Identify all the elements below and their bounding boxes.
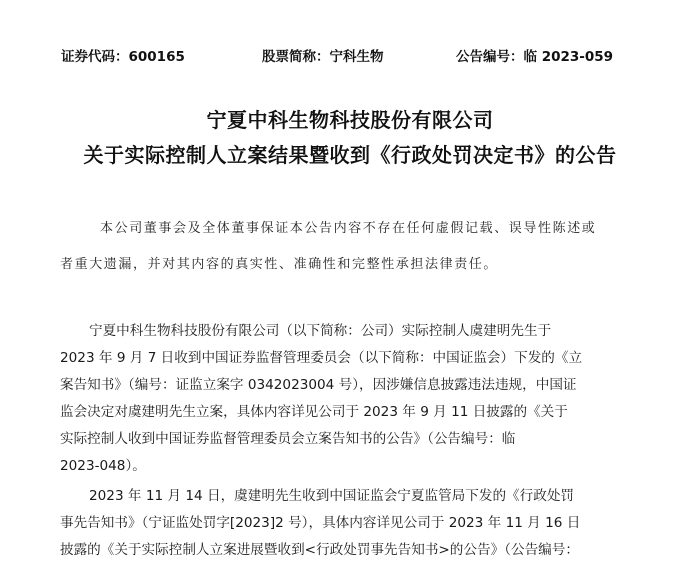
paragraph-line: 实际控制人收到中国证券监督管理委员会立案告知书的公告》（公告编号：临 [60, 431, 516, 447]
stock-name: 股票简称：宁科生物 [262, 49, 384, 65]
paragraph-line: 2023-048）。 [60, 458, 146, 474]
paragraph-line: 宁夏中科生物科技股份有限公司（以下简称：公司）实际控制人虞建明先生于 [89, 323, 552, 339]
announcement-number: 公告编号：临 2023-059 [456, 49, 614, 65]
paragraph-line: 披露的《关于实际控制人立案进展暨收到<行政处罚事先告知书>的公告》（公告编号： [60, 542, 579, 558]
paragraph-line: 2023 年 9 月 7 日收到中国证券监督管理委员会（以下简称：中国证监会）下发的《立 [60, 350, 583, 366]
company-name-title: 宁夏中科生物科技股份有限公司 [206, 108, 494, 132]
paragraph-line: 监会决定对虞建明先生立案，具体内容详见公司于 2023 年 9 月 11 日披露的《关于 [60, 404, 568, 420]
announcement-title: 关于实际控制人立案结果暨收到《行政处罚决定书》的公告 [83, 143, 617, 167]
paragraph-line: 事先告知书》（宁证监处罚字[2023]2 号），具体内容详见公司于 2023 年 11 月 16 日 [60, 515, 581, 531]
board-notice-line-2: 者重大遗漏，并对其内容的真实性、准确性和完整性承担法律责任。 [60, 257, 499, 272]
stock-code: 证券代码：600165 [61, 49, 185, 65]
board-notice-line-1: 本公司董事会及全体董事保证本公告内容不存在任何虚假记载、误导性陈述或 [100, 221, 597, 236]
announcement-header [0, 41, 700, 67]
paragraph-line: 案告知书》（编号：证监立案字 0342023004 号），因涉嫌信息披露违法违规，中国证 [60, 377, 577, 393]
paragraph-line: 2023 年 11 月 14 日，虞建明先生收到中国证监会宁夏监管局下发的《行政处罚 [89, 488, 575, 504]
